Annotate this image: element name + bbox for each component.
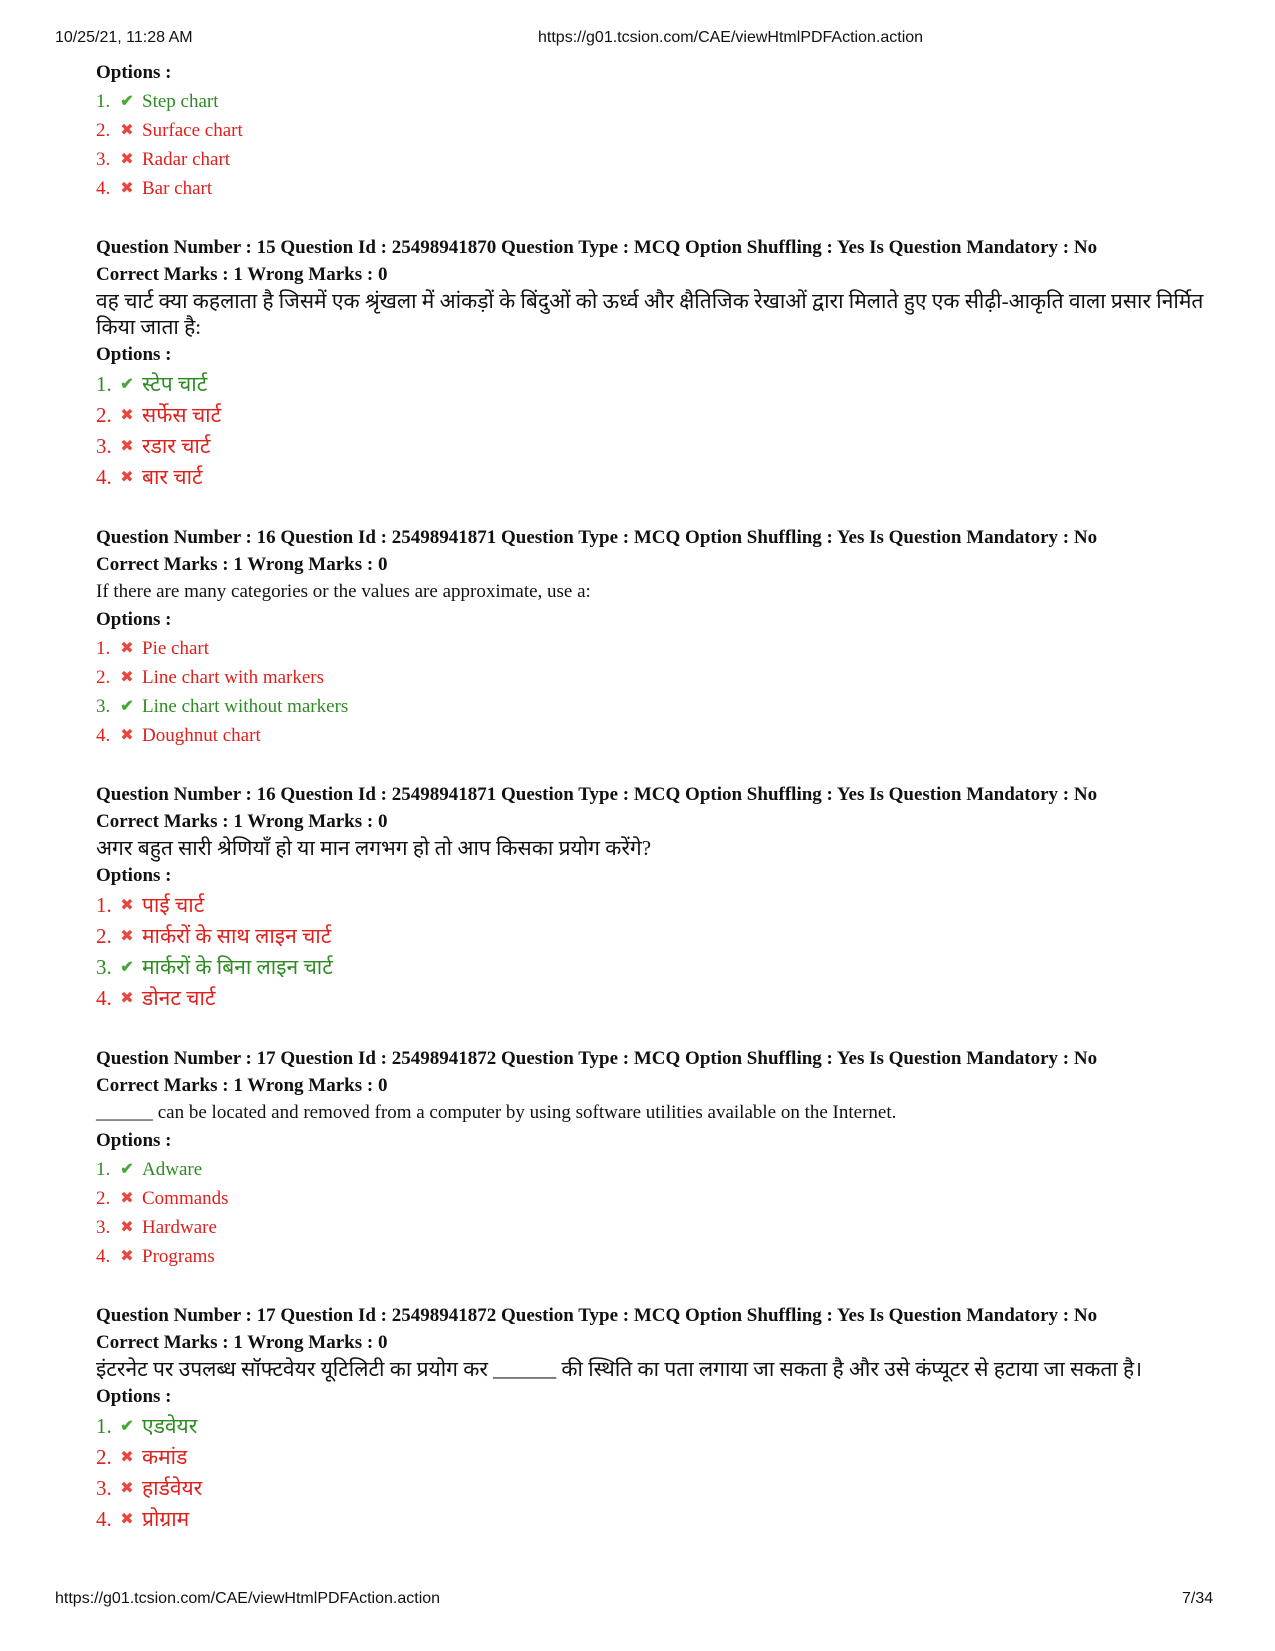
option-number: 3. [96, 696, 111, 717]
option-item [96, 1155, 1216, 1184]
option-item [96, 1184, 1216, 1213]
check-icon: ✔ [120, 93, 134, 110]
option-item [96, 1442, 1216, 1473]
option-text: स्टेप चार्ट [142, 372, 208, 396]
cross-icon: ✖ [120, 669, 134, 686]
question-block [96, 234, 1216, 493]
option-item [96, 1213, 1216, 1242]
option-number: 3. [96, 1476, 112, 1500]
option-text: डोनट चार्ट [142, 986, 216, 1010]
question-meta: Question Number : 16 Question Id : 25498941871 Question Type : MCQ Option Shuffling : Yes Is Question Mandatory : No [96, 527, 1098, 548]
option-item [96, 145, 1216, 174]
option-text: Hardware [142, 1217, 217, 1238]
option-number: 3. [96, 1217, 111, 1238]
cross-icon: ✖ [120, 151, 134, 168]
option-number: 4. [96, 986, 112, 1010]
options-label: Options : [96, 1386, 172, 1407]
option-text: Radar chart [142, 149, 231, 170]
option-text: पाई चार्ट [142, 893, 205, 917]
cross-icon: ✖ [120, 727, 134, 744]
check-icon: ✔ [120, 698, 134, 715]
option-item [96, 890, 1216, 921]
cross-icon: ✖ [120, 990, 134, 1007]
option-text: एडवेयर [142, 1414, 198, 1438]
cross-icon: ✖ [120, 1248, 134, 1265]
options-label: Options : [96, 344, 172, 365]
question-marks: Correct Marks : 1 Wrong Marks : 0 [96, 1332, 388, 1353]
cross-icon: ✖ [120, 180, 134, 197]
option-text: प्रोग्राम [142, 1507, 190, 1531]
questions-list [96, 234, 1216, 1535]
cross-icon: ✖ [120, 1449, 134, 1466]
option-item [96, 462, 1216, 493]
question-text: इंटरनेट पर उपलब्ध सॉफ्टवेयर यूटिलिटी का प्रयोग कर ______ की स्थिति का पता लगाया जा सकता है और उसे कंप्यूटर से हटाया जा सकता है। [96, 1357, 1143, 1381]
cross-icon: ✖ [120, 640, 134, 657]
option-text: रडार चार्ट [142, 434, 211, 458]
option-number: 1. [96, 638, 111, 659]
options-label: Options : [96, 609, 172, 630]
options-list [96, 634, 1216, 750]
cross-icon: ✖ [120, 928, 134, 945]
question-block [96, 1045, 1216, 1271]
option-text: Pie chart [142, 638, 210, 659]
option-text: Programs [142, 1246, 215, 1267]
option-item [96, 1411, 1216, 1442]
option-number: 4. [96, 1507, 112, 1531]
options-list [96, 890, 1216, 1014]
option-text: कमांड [142, 1445, 188, 1469]
question-block [96, 524, 1216, 750]
options-label: Options : [96, 1130, 172, 1151]
options-label: Options : [96, 62, 172, 83]
cross-icon: ✖ [120, 1190, 134, 1207]
document-content [96, 58, 1216, 1535]
option-number: 4. [96, 465, 112, 489]
option-text: Commands [142, 1188, 229, 1209]
options-label: Options : [96, 865, 172, 886]
header-url: https://g01.tcsion.com/CAE/viewHtmlPDFAction.action [538, 29, 924, 46]
check-icon: ✔ [120, 1161, 134, 1178]
question-marks: Correct Marks : 1 Wrong Marks : 0 [96, 811, 388, 832]
question-meta: Question Number : 15 Question Id : 25498941870 Question Type : MCQ Option Shuffling : Yes Is Question Mandatory : No [96, 237, 1098, 258]
option-item [96, 369, 1216, 400]
question-meta: Question Number : 16 Question Id : 25498941871 Question Type : MCQ Option Shuffling : Yes Is Question Mandatory : No [96, 784, 1098, 805]
option-number: 2. [96, 667, 111, 688]
option-number: 1. [96, 372, 112, 396]
option-text: सर्फेस चार्ट [142, 403, 222, 427]
option-number: 3. [96, 955, 112, 979]
option-item [96, 663, 1216, 692]
option-number: 2. [96, 1188, 111, 1209]
option-number: 1. [96, 1159, 111, 1180]
cross-icon: ✖ [120, 897, 134, 914]
option-number: 3. [96, 434, 112, 458]
option-text: बार चार्ट [142, 465, 203, 489]
top-options-block [96, 58, 1216, 203]
option-number: 2. [96, 1445, 112, 1469]
option-text: हार्डवेयर [142, 1476, 203, 1500]
question-marks: Correct Marks : 1 Wrong Marks : 0 [96, 1075, 388, 1096]
option-text: Adware [142, 1159, 203, 1180]
options-list [96, 369, 1216, 493]
option-text: मार्करों के बिना लाइन चार्ट [142, 955, 333, 979]
option-item [96, 174, 1216, 203]
option-number: 4. [96, 1246, 111, 1267]
option-item [96, 721, 1216, 750]
option-item [96, 431, 1216, 462]
option-number: 4. [96, 178, 111, 199]
cross-icon: ✖ [120, 1219, 134, 1236]
option-text: Line chart without markers [142, 696, 349, 717]
page-number: 7/34 [1182, 1590, 1214, 1607]
question-text: वह चार्ट क्या कहलाता है जिसमें एक श्रृंखला में आंकड़ों के बिंदुओं को ऊर्ध्व और क्षैतिजिक रेखाओं द्वारा मिलाते हुए एक सीढ़ी-आकृति वाला प्रसार निर्मित किया जाता है: [96, 289, 1204, 339]
header-datetime: 10/25/21, 11:28 AM [55, 29, 193, 46]
option-text: मार्करों के साथ लाइन चार्ट [142, 924, 332, 948]
check-icon: ✔ [120, 1418, 134, 1435]
cross-icon: ✖ [120, 1480, 134, 1497]
question-block [96, 781, 1216, 1014]
option-text: Surface chart [142, 120, 243, 141]
footer-url: https://g01.tcsion.com/CAE/viewHtmlPDFAction.action [55, 1590, 441, 1607]
option-text: Step chart [142, 91, 219, 112]
option-item [96, 116, 1216, 145]
option-item [96, 983, 1216, 1014]
cross-icon: ✖ [120, 407, 134, 424]
option-number: 2. [96, 120, 111, 141]
option-text: Bar chart [142, 178, 213, 199]
option-item [96, 692, 1216, 721]
cross-icon: ✖ [120, 1511, 134, 1528]
option-item [96, 952, 1216, 983]
check-icon: ✔ [120, 376, 134, 393]
option-number: 3. [96, 149, 111, 170]
options-list [96, 1155, 1216, 1271]
option-item [96, 634, 1216, 663]
option-item [96, 1242, 1216, 1271]
option-number: 2. [96, 924, 112, 948]
question-meta: Question Number : 17 Question Id : 25498941872 Question Type : MCQ Option Shuffling : Yes Is Question Mandatory : No [96, 1305, 1098, 1326]
question-block [96, 1302, 1216, 1535]
option-number: 1. [96, 91, 111, 112]
option-number: 1. [96, 893, 112, 917]
option-item [96, 400, 1216, 431]
option-number: 2. [96, 403, 112, 427]
cross-icon: ✖ [120, 122, 134, 139]
option-item [96, 1473, 1216, 1504]
option-number: 4. [96, 725, 111, 746]
question-marks: Correct Marks : 1 Wrong Marks : 0 [96, 264, 388, 285]
question-meta: Question Number : 17 Question Id : 25498941872 Question Type : MCQ Option Shuffling : Yes Is Question Mandatory : No [96, 1048, 1098, 1069]
question-text: If there are many categories or the values are approximate, use a: [96, 581, 591, 602]
question-text: अगर बहुत सारी श्रेणियाँ हो या मान लगभग हो तो आप किसका प्रयोग करेंगे? [96, 836, 652, 860]
option-item [96, 1504, 1216, 1535]
option-text: Doughnut chart [142, 725, 261, 746]
option-item [96, 87, 1216, 116]
options-list [96, 1411, 1216, 1535]
options-list [96, 87, 1216, 203]
option-number: 1. [96, 1414, 112, 1438]
question-marks: Correct Marks : 1 Wrong Marks : 0 [96, 554, 388, 575]
question-text: ______ can be located and removed from a computer by using software utilities available on the Internet. [96, 1102, 897, 1123]
option-item [96, 921, 1216, 952]
check-icon: ✔ [120, 959, 134, 976]
cross-icon: ✖ [120, 438, 134, 455]
option-text: Line chart with markers [142, 667, 325, 688]
cross-icon: ✖ [120, 469, 134, 486]
